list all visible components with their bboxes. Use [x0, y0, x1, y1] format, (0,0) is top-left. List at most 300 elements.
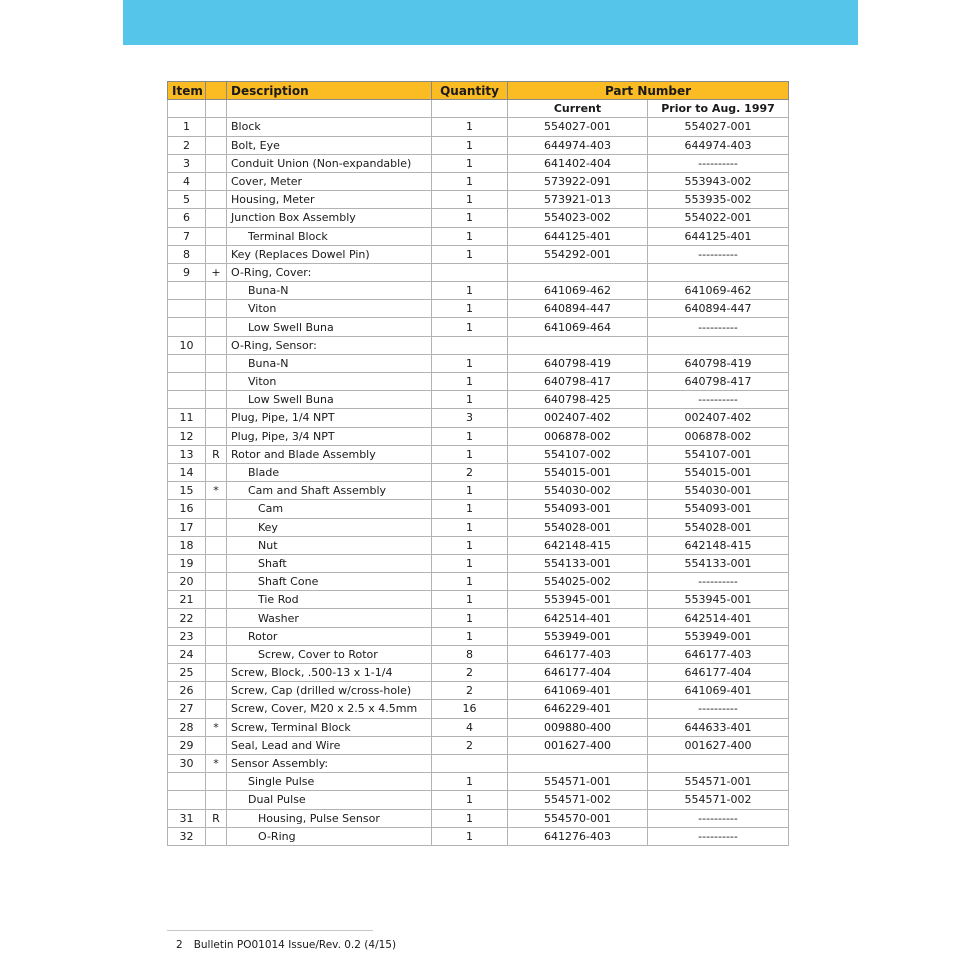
cell-current-part: 646177-403: [508, 645, 648, 663]
cell-current-part: 642514-401: [508, 609, 648, 627]
cell-prior-part: 642514-401: [648, 609, 789, 627]
header-mark: [206, 82, 227, 100]
cell-current-part: 573922-091: [508, 172, 648, 190]
cell-mark: [206, 664, 227, 682]
cell-item: 31: [168, 809, 206, 827]
cell-current-part: 554571-001: [508, 773, 648, 791]
cell-prior-part: 646177-404: [648, 664, 789, 682]
table-row: [168, 682, 789, 700]
cell-quantity: 1: [432, 445, 508, 463]
table-row: [168, 463, 789, 481]
cell-mark: [206, 827, 227, 845]
cell-current-part: 554570-001: [508, 809, 648, 827]
subheader-prior: Prior to Aug. 1997: [648, 100, 789, 118]
table-row: [168, 718, 789, 736]
cell-mark: [206, 172, 227, 190]
cell-description: Cam: [227, 500, 432, 518]
cell-current-part: 573921-013: [508, 191, 648, 209]
cell-current-part: 646229-401: [508, 700, 648, 718]
cell-mark: *: [206, 718, 227, 736]
cell-quantity: 1: [432, 773, 508, 791]
table-row: [168, 773, 789, 791]
cell-item: [168, 391, 206, 409]
cell-quantity: 1: [432, 172, 508, 190]
cell-description: Seal, Lead and Wire: [227, 736, 432, 754]
cell-prior-part: ----------: [648, 245, 789, 263]
table-row: [168, 354, 789, 372]
cell-quantity: 1: [432, 391, 508, 409]
cell-description: Junction Box Assembly: [227, 209, 432, 227]
cell-mark: [206, 736, 227, 754]
cell-prior-part: ----------: [648, 700, 789, 718]
cell-item: 18: [168, 536, 206, 554]
cell-quantity: 1: [432, 827, 508, 845]
cell-current-part: 554107-002: [508, 445, 648, 463]
cell-quantity: 2: [432, 664, 508, 682]
table-row: [168, 245, 789, 263]
cell-prior-part: 554015-001: [648, 463, 789, 481]
table-row: [168, 754, 789, 772]
cell-quantity: 1: [432, 427, 508, 445]
cell-prior-part: 002407-402: [648, 409, 789, 427]
cell-mark: [206, 154, 227, 172]
cell-description: Nut: [227, 536, 432, 554]
table-row: [168, 373, 789, 391]
cell-mark: [206, 245, 227, 263]
cell-mark: [206, 500, 227, 518]
cell-prior-part: ----------: [648, 318, 789, 336]
cell-item: 16: [168, 500, 206, 518]
cell-current-part: 641069-401: [508, 682, 648, 700]
cell-prior-part: 554022-001: [648, 209, 789, 227]
cell-prior-part: 644633-401: [648, 718, 789, 736]
cell-mark: [206, 282, 227, 300]
cell-item: 15: [168, 482, 206, 500]
cell-item: 24: [168, 645, 206, 663]
cell-quantity: 3: [432, 409, 508, 427]
cell-item: 26: [168, 682, 206, 700]
cell-current-part: 553949-001: [508, 627, 648, 645]
cell-description: Plug, Pipe, 3/4 NPT: [227, 427, 432, 445]
cell-description: Conduit Union (Non-expandable): [227, 154, 432, 172]
cell-item: 14: [168, 463, 206, 481]
table-row: [168, 282, 789, 300]
cell-prior-part: 554093-001: [648, 500, 789, 518]
header-description: Description: [227, 82, 432, 100]
table-row: [168, 445, 789, 463]
cell-quantity: 16: [432, 700, 508, 718]
cell-description: Tie Rod: [227, 591, 432, 609]
table-row: [168, 191, 789, 209]
cell-item: 12: [168, 427, 206, 445]
cell-quantity: 8: [432, 645, 508, 663]
subheader-empty-quantity: [432, 100, 508, 118]
cell-quantity: 1: [432, 518, 508, 536]
cell-description: Single Pulse: [227, 773, 432, 791]
cell-quantity: 1: [432, 300, 508, 318]
parts-table: [167, 81, 789, 846]
cell-prior-part: 553945-001: [648, 591, 789, 609]
cell-item: [168, 373, 206, 391]
cell-description: Washer: [227, 609, 432, 627]
cell-description: Shaft: [227, 554, 432, 572]
cell-description: Screw, Cover, M20 x 2.5 x 4.5mm: [227, 700, 432, 718]
cell-description: Block: [227, 118, 432, 136]
cell-mark: [206, 609, 227, 627]
table-row: [168, 209, 789, 227]
header-quantity: Quantity: [432, 82, 508, 100]
cell-quantity: 1: [432, 118, 508, 136]
cell-mark: *: [206, 482, 227, 500]
cell-item: 7: [168, 227, 206, 245]
cell-current-part: 554133-001: [508, 554, 648, 572]
cell-current-part: 009880-400: [508, 718, 648, 736]
cell-item: 5: [168, 191, 206, 209]
cell-prior-part: 640894-447: [648, 300, 789, 318]
cell-prior-part: 554027-001: [648, 118, 789, 136]
cell-current-part: 001627-400: [508, 736, 648, 754]
cell-description: O-Ring, Sensor:: [227, 336, 432, 354]
cell-mark: [206, 536, 227, 554]
cell-current-part: 646177-404: [508, 664, 648, 682]
cell-item: 23: [168, 627, 206, 645]
cell-item: 9: [168, 263, 206, 281]
table-row: [168, 318, 789, 336]
cell-mark: [206, 700, 227, 718]
cell-description: Cover, Meter: [227, 172, 432, 190]
subheader-current: Current: [508, 100, 648, 118]
cell-prior-part: 640798-419: [648, 354, 789, 372]
table-row: [168, 154, 789, 172]
cell-item: [168, 300, 206, 318]
cell-quantity: 1: [432, 609, 508, 627]
cell-current-part: 641069-464: [508, 318, 648, 336]
cell-current-part: 640894-447: [508, 300, 648, 318]
footer: [176, 939, 396, 951]
cell-mark: [206, 645, 227, 663]
cell-current-part: 640798-419: [508, 354, 648, 372]
cell-current-part: 641402-404: [508, 154, 648, 172]
cell-item: [168, 354, 206, 372]
cell-item: 19: [168, 554, 206, 572]
table-row: [168, 118, 789, 136]
table-row: [168, 809, 789, 827]
table-row: [168, 263, 789, 281]
cell-current-part: [508, 754, 648, 772]
cell-quantity: 1: [432, 482, 508, 500]
table-row: [168, 827, 789, 845]
footer-rule: [167, 930, 373, 931]
cell-prior-part: 646177-403: [648, 645, 789, 663]
cell-current-part: 644974-403: [508, 136, 648, 154]
cell-item: 28: [168, 718, 206, 736]
cell-quantity: 1: [432, 245, 508, 263]
table-row: [168, 336, 789, 354]
cell-description: Screw, Terminal Block: [227, 718, 432, 736]
cell-mark: [206, 427, 227, 445]
cell-description: Housing, Meter: [227, 191, 432, 209]
cell-mark: [206, 373, 227, 391]
cell-quantity: 1: [432, 554, 508, 572]
cell-mark: [206, 136, 227, 154]
cell-description: Low Swell Buna: [227, 391, 432, 409]
table-row: [168, 591, 789, 609]
cell-description: Blade: [227, 463, 432, 481]
cell-prior-part: 006878-002: [648, 427, 789, 445]
cell-mark: [206, 300, 227, 318]
cell-quantity: 1: [432, 573, 508, 591]
table-row: [168, 645, 789, 663]
cell-mark: R: [206, 445, 227, 463]
table-row: [168, 136, 789, 154]
cell-item: [168, 773, 206, 791]
cell-mark: [206, 518, 227, 536]
cell-mark: [206, 627, 227, 645]
table-row: [168, 573, 789, 591]
cell-quantity: 1: [432, 136, 508, 154]
cell-current-part: 554028-001: [508, 518, 648, 536]
cell-description: Rotor: [227, 627, 432, 645]
table-subheader-row: [168, 100, 789, 118]
top-color-bar: [123, 0, 858, 45]
cell-prior-part: 641069-462: [648, 282, 789, 300]
cell-prior-part: ----------: [648, 154, 789, 172]
cell-description: Cam and Shaft Assembly: [227, 482, 432, 500]
subheader-empty-description: [227, 100, 432, 118]
cell-description: O-Ring, Cover:: [227, 263, 432, 281]
cell-current-part: 642148-415: [508, 536, 648, 554]
cell-item: 25: [168, 664, 206, 682]
cell-quantity: [432, 336, 508, 354]
cell-description: Sensor Assembly:: [227, 754, 432, 772]
cell-description: Key: [227, 518, 432, 536]
cell-item: 10: [168, 336, 206, 354]
cell-prior-part: 644974-403: [648, 136, 789, 154]
cell-mark: [206, 682, 227, 700]
cell-prior-part: ----------: [648, 391, 789, 409]
table-header-row: [168, 82, 789, 100]
cell-prior-part: [648, 336, 789, 354]
cell-description: O-Ring: [227, 827, 432, 845]
cell-description: Buna-N: [227, 354, 432, 372]
cell-item: 6: [168, 209, 206, 227]
table-row: [168, 536, 789, 554]
table-row: [168, 664, 789, 682]
cell-current-part: 554292-001: [508, 245, 648, 263]
cell-item: 32: [168, 827, 206, 845]
table-row: [168, 482, 789, 500]
cell-description: Bolt, Eye: [227, 136, 432, 154]
cell-current-part: 554015-001: [508, 463, 648, 481]
cell-prior-part: ----------: [648, 809, 789, 827]
cell-prior-part: 644125-401: [648, 227, 789, 245]
cell-mark: R: [206, 809, 227, 827]
cell-quantity: 1: [432, 191, 508, 209]
cell-mark: *: [206, 754, 227, 772]
cell-description: Viton: [227, 300, 432, 318]
cell-description: Housing, Pulse Sensor: [227, 809, 432, 827]
cell-item: [168, 282, 206, 300]
cell-item: 13: [168, 445, 206, 463]
cell-quantity: 1: [432, 318, 508, 336]
cell-description: Rotor and Blade Assembly: [227, 445, 432, 463]
cell-mark: +: [206, 263, 227, 281]
cell-item: [168, 791, 206, 809]
cell-quantity: 1: [432, 373, 508, 391]
cell-description: Key (Replaces Dowel Pin): [227, 245, 432, 263]
table-row: [168, 736, 789, 754]
cell-item: 1: [168, 118, 206, 136]
cell-item: 22: [168, 609, 206, 627]
cell-description: Shaft Cone: [227, 573, 432, 591]
cell-quantity: 1: [432, 627, 508, 645]
cell-current-part: 006878-002: [508, 427, 648, 445]
cell-mark: [206, 354, 227, 372]
cell-mark: [206, 554, 227, 572]
cell-prior-part: ----------: [648, 573, 789, 591]
cell-prior-part: 554133-001: [648, 554, 789, 572]
table-row: [168, 791, 789, 809]
subheader-empty-item: [168, 100, 206, 118]
cell-current-part: 641276-403: [508, 827, 648, 845]
cell-item: 20: [168, 573, 206, 591]
cell-mark: [206, 791, 227, 809]
cell-prior-part: 554030-001: [648, 482, 789, 500]
cell-current-part: 554030-002: [508, 482, 648, 500]
cell-current-part: 002407-402: [508, 409, 648, 427]
cell-description: Dual Pulse: [227, 791, 432, 809]
table-row: [168, 500, 789, 518]
cell-current-part: 640798-417: [508, 373, 648, 391]
cell-description: Screw, Cover to Rotor: [227, 645, 432, 663]
cell-current-part: [508, 336, 648, 354]
cell-description: Screw, Block, .500-13 x 1-1/4: [227, 664, 432, 682]
cell-description: Low Swell Buna: [227, 318, 432, 336]
cell-mark: [206, 336, 227, 354]
cell-quantity: 1: [432, 282, 508, 300]
cell-prior-part: 554571-002: [648, 791, 789, 809]
cell-prior-part: 554571-001: [648, 773, 789, 791]
header-part-number: Part Number: [508, 82, 789, 100]
cell-prior-part: 001627-400: [648, 736, 789, 754]
table-row: [168, 627, 789, 645]
cell-description: Plug, Pipe, 1/4 NPT: [227, 409, 432, 427]
subheader-empty-mark: [206, 100, 227, 118]
cell-item: 11: [168, 409, 206, 427]
cell-quantity: 2: [432, 463, 508, 481]
cell-description: Terminal Block: [227, 227, 432, 245]
cell-item: 2: [168, 136, 206, 154]
cell-current-part: 640798-425: [508, 391, 648, 409]
cell-prior-part: 640798-417: [648, 373, 789, 391]
cell-item: 30: [168, 754, 206, 772]
cell-quantity: 4: [432, 718, 508, 736]
cell-quantity: 1: [432, 809, 508, 827]
cell-current-part: 554093-001: [508, 500, 648, 518]
cell-item: 17: [168, 518, 206, 536]
cell-quantity: [432, 263, 508, 281]
cell-mark: [206, 227, 227, 245]
cell-mark: [206, 591, 227, 609]
cell-mark: [206, 409, 227, 427]
table-row: [168, 427, 789, 445]
cell-mark: [206, 209, 227, 227]
cell-prior-part: 554107-001: [648, 445, 789, 463]
table-row: [168, 518, 789, 536]
cell-prior-part: 553935-002: [648, 191, 789, 209]
cell-prior-part: ----------: [648, 827, 789, 845]
cell-quantity: 2: [432, 682, 508, 700]
cell-mark: [206, 191, 227, 209]
cell-description: Buna-N: [227, 282, 432, 300]
cell-item: [168, 318, 206, 336]
cell-prior-part: 553943-002: [648, 172, 789, 190]
cell-item: 3: [168, 154, 206, 172]
table-row: [168, 300, 789, 318]
cell-mark: [206, 118, 227, 136]
cell-quantity: 1: [432, 500, 508, 518]
cell-mark: [206, 573, 227, 591]
cell-quantity: 1: [432, 791, 508, 809]
cell-current-part: 553945-001: [508, 591, 648, 609]
cell-description: Screw, Cap (drilled w/cross-hole): [227, 682, 432, 700]
table-row: [168, 609, 789, 627]
cell-prior-part: 553949-001: [648, 627, 789, 645]
cell-current-part: [508, 263, 648, 281]
cell-current-part: 554027-001: [508, 118, 648, 136]
cell-current-part: 644125-401: [508, 227, 648, 245]
cell-current-part: 554571-002: [508, 791, 648, 809]
cell-quantity: 1: [432, 154, 508, 172]
cell-quantity: 1: [432, 536, 508, 554]
table-row: [168, 391, 789, 409]
cell-quantity: 1: [432, 209, 508, 227]
cell-prior-part: [648, 754, 789, 772]
table-row: [168, 227, 789, 245]
table-row: [168, 700, 789, 718]
header-item: Item: [168, 82, 206, 100]
table-row: [168, 409, 789, 427]
cell-prior-part: 554028-001: [648, 518, 789, 536]
cell-quantity: [432, 754, 508, 772]
cell-item: 8: [168, 245, 206, 263]
cell-quantity: 1: [432, 354, 508, 372]
cell-description: Viton: [227, 373, 432, 391]
cell-prior-part: [648, 263, 789, 281]
page-number: 2: [176, 939, 183, 951]
cell-item: 29: [168, 736, 206, 754]
cell-item: 21: [168, 591, 206, 609]
cell-mark: [206, 773, 227, 791]
cell-prior-part: 641069-401: [648, 682, 789, 700]
cell-mark: [206, 318, 227, 336]
cell-item: 4: [168, 172, 206, 190]
cell-current-part: 554025-002: [508, 573, 648, 591]
bulletin-reference: Bulletin PO01014 Issue/Rev. 0.2 (4/15): [193, 939, 397, 951]
table-row: [168, 172, 789, 190]
parts-table-body: [168, 118, 789, 846]
cell-current-part: 554023-002: [508, 209, 648, 227]
table-row: [168, 554, 789, 572]
cell-mark: [206, 391, 227, 409]
cell-quantity: 1: [432, 591, 508, 609]
cell-item: 27: [168, 700, 206, 718]
cell-current-part: 641069-462: [508, 282, 648, 300]
cell-prior-part: 642148-415: [648, 536, 789, 554]
cell-quantity: 2: [432, 736, 508, 754]
cell-quantity: 1: [432, 227, 508, 245]
cell-mark: [206, 463, 227, 481]
